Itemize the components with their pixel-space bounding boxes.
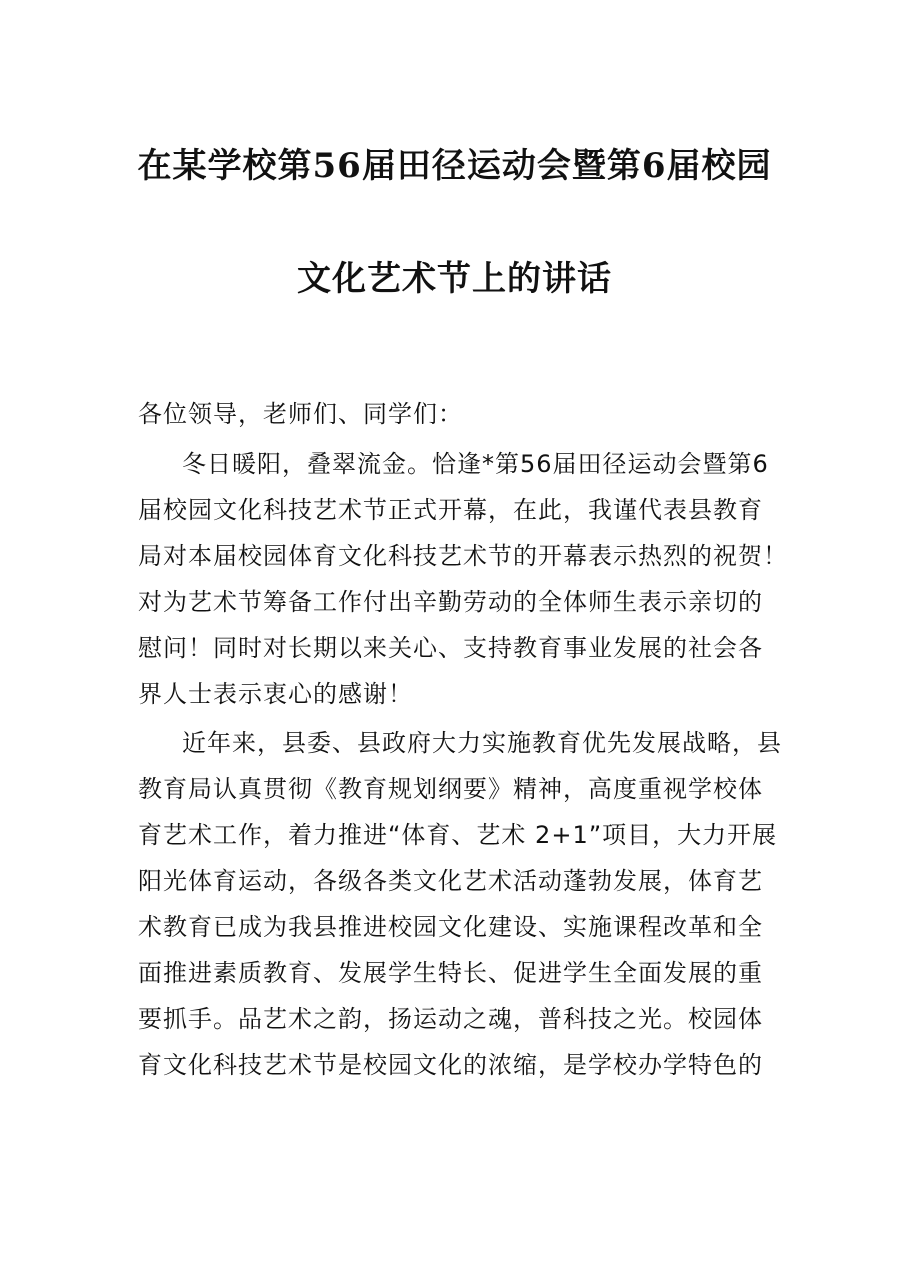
paragraph-1-line-2: 届校园文化科技艺术节正式开幕，在此，我谨代表县教育 (138, 496, 763, 524)
paragraph-2-line-4: 阳光体育运动，各级各类文化艺术活动蓬勃发展，体育艺 (138, 867, 763, 895)
paragraph-1-line-4: 对为艺术节筹备工作付出辛勤劳动的全体师生表示亲切的 (138, 588, 763, 616)
paragraph-2-line-2: 教育局认真贯彻《教育规划纲要》精神，高度重视学校体 (138, 775, 763, 803)
paragraph-2-line-7: 要抓手。品艺术之韵，扬运动之魂，普科技之光。校园体 (138, 1005, 763, 1033)
paragraph-1-line-3: 局对本届校园体育文化科技艺术节的开幕表示热烈的祝贺！ (138, 542, 788, 570)
paragraph-2-line-8: 育文化科技艺术节是校园文化的浓缩，是学校办学特色的 (138, 1051, 763, 1079)
paragraph-1-line-5: 慰问！同时对长期以来关心、支持教育事业发展的社会各 (138, 634, 763, 662)
salutation: 各位领导，老师们、同学们： (138, 400, 463, 428)
paragraph-1-line-1: 冬日暖阳，叠翠流金。恰逢*第56届田径运动会暨第6 (182, 450, 769, 478)
paragraph-2-line-6: 面推进素质教育、发展学生特长、促进学生全面发展的重 (138, 959, 763, 987)
paragraph-2-line-1: 近年来，县委、县政府大力实施教育优先发展战略，县 (182, 729, 782, 757)
paragraph-2-line-5: 术教育已成为我县推进校园文化建设、实施课程改革和全 (138, 913, 763, 941)
document-title-line-1: 在某学校第56届田径运动会暨第6届校园 (137, 146, 772, 186)
paragraph-2-line-3: 育艺术工作，着力推进“体育、艺术 2+1”项目，大力开展 (138, 821, 778, 849)
document-title-line-2: 文化艺术节上的讲话 (297, 259, 612, 299)
paragraph-1-line-6: 界人士表示衷心的感谢！ (138, 680, 413, 708)
